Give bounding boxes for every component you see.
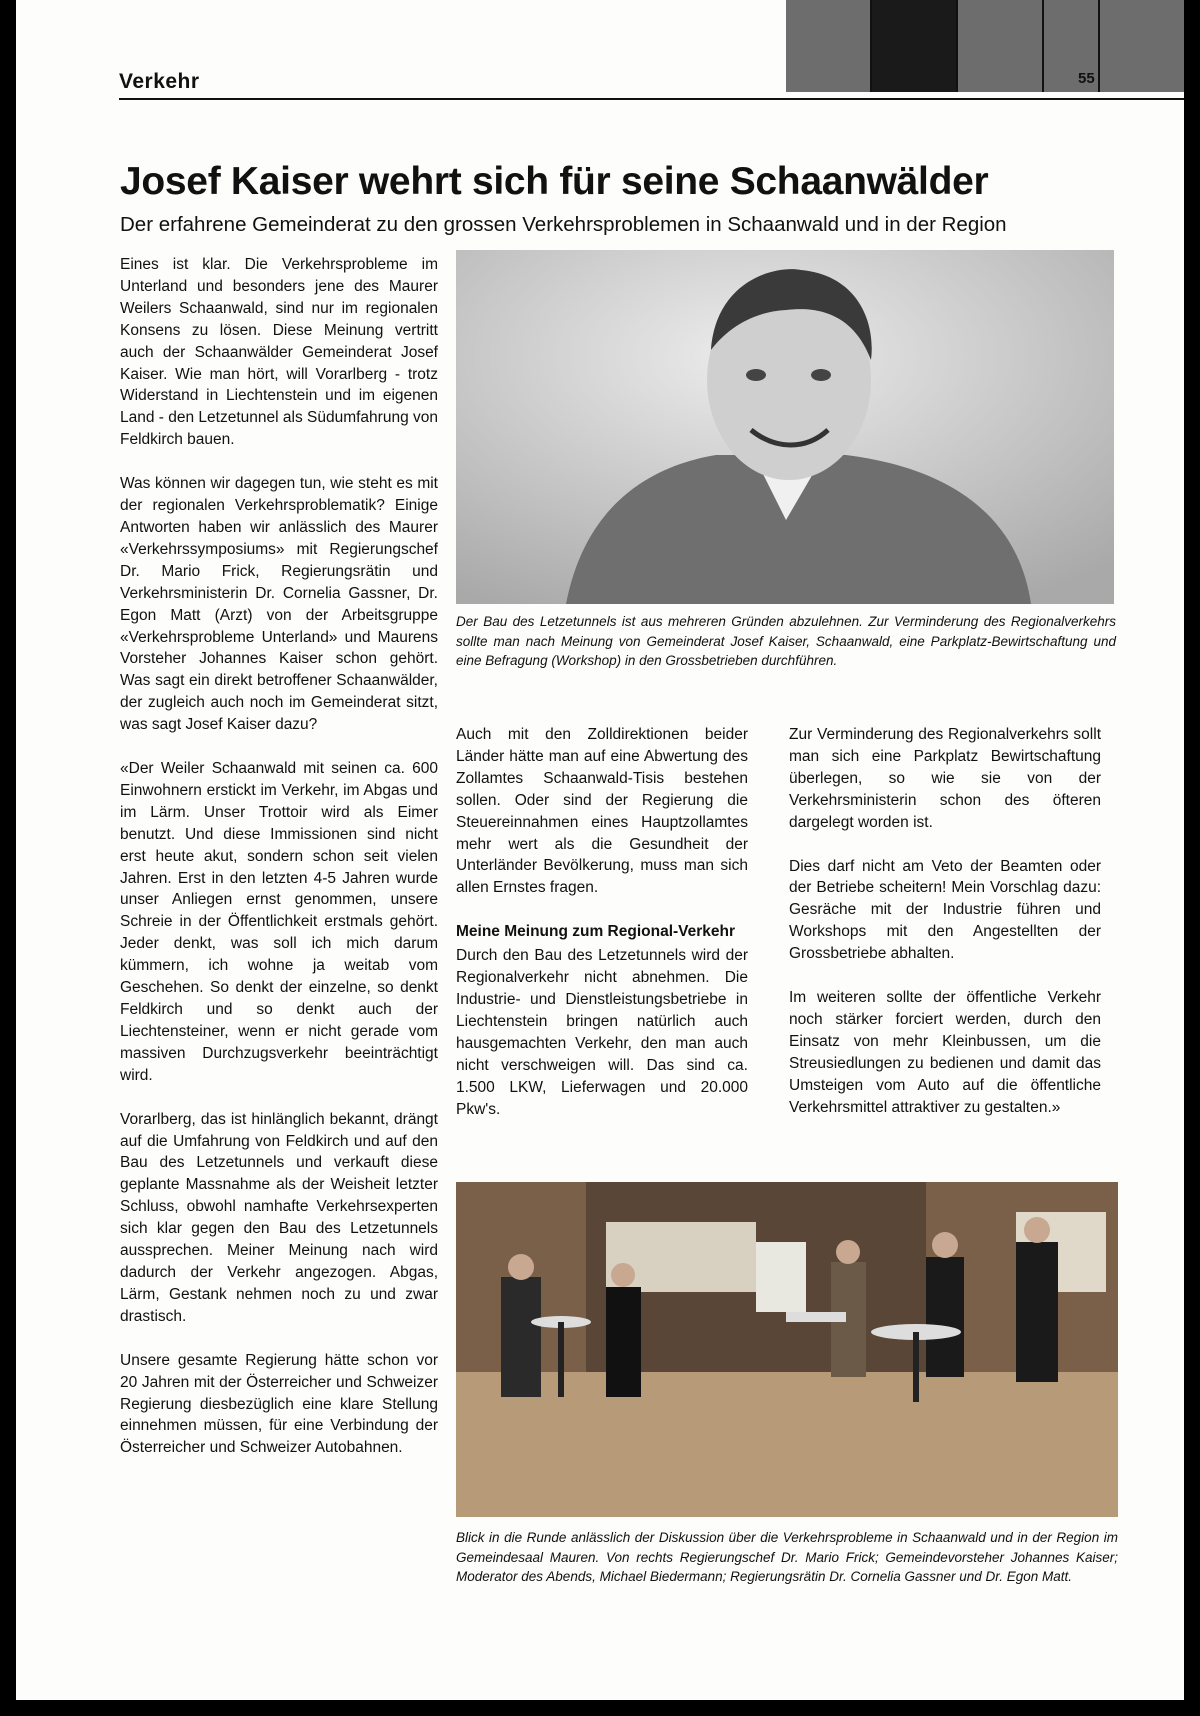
portrait-photo [456,250,1114,604]
header-rule [119,98,1184,100]
paragraph: Dies darf nicht am Veto der Beamten oder der Betriebe scheitern! Mein Vorschlag dazu: Gesräche mit der Industrie führen und Workshops mit den Angestellten der Grossbetriebe abhalten. [789,857,1101,963]
paragraph: Was können wir dagegen tun, wie steht es mit der regionalen Verkehrsproblematik? Einige Antworten haben wir anlässlich des Maurer «Verkehrssymposiums» mit Regierungschef Dr. Mario Frick, Regierungsrätin und Verkehrsministerin Dr. Cornelia Gassner, Dr. Egon Matt (Arzt) von der Arbeitsgruppe «Verkehrsprobleme Unterland» und Maurens Vorsteher Johannes Kaiser schon gehört. Was sagt ein direkt betroffener Schaanwälder, der zugleich auch noch im Gemeinderat sitzt, was sagt Josef Kaiser dazu? [120,475,438,734]
header-blocks [786,0,1184,92]
group-photo [456,1182,1118,1517]
paragraph: Unsere gesamte Regierung hätte schon vor 20 Jahren mit der Österreicher und Schweizer Regierung diesbezüglich eine klare Stellung einnehmen müssen, für eine Verbindung der Österreicher und Schweizer Autobahnen. [120,1351,438,1457]
paragraph: Eines ist klar. Die Verkehrsprobleme im Unterland und besonders jene des Maurer Weilers Schaanwald, sind nur im regionalen Konsens zu lösen. Diese Meinung vertritt auch der Schaanwälder Gemeinderat Josef Kaiser. Wie man hört, will Vorarlberg - trotz Widerstand in Liechtenstein und im eigenen Land - den Letzetunnel als Südumfahrung von Feldkirch bauen. [120,256,438,449]
header-block [1100,0,1184,92]
page-number: 55 [1078,70,1095,87]
paragraph: Vorarlberg, das ist hinlänglich bekannt, drängt auf die Umfahrung von Feldkirch und auf den Bau des Letzetunnels und verkauft diese geplante Massnahme als der Weisheit letzter Schluss, obwohl namhafte Verkehrsexperten sich klar gegen den Bau des Letzetunnels aussprechen. Meiner Meinung nach wird dadurch der Verkehr angezogen. Abgas, Lärm, Gestank nehmen noch zu und zwar drastisch. [120,1110,438,1325]
paragraph: Durch den Bau des Letzetunnels wird der Regionalverkehr nicht abnehmen. Die Industrie- und Dienstleistungsbetriebe in Liechtenstein bringen natürlich auch hausgemachten Verkehr, den man auch nicht verschweigen will. Das sind ca. 1.500 LKW, Lieferwagen und 20.000 Pkw's. [456,947,748,1118]
column-3 [789,724,1101,1141]
article-title: Josef Kaiser wehrt sich für seine Schaanwälder [120,160,989,203]
column-2 [456,724,748,1142]
section-label: Verkehr [119,70,200,93]
paragraph: Im weiteren sollte der öffentliche Verkehr noch stärker forciert werden, durch den Einsatz von mehr Kleinbussen, um die Streusiedlungen zu bedienen und damit das Umsteigen vom Auto auf die öffentliche Verkehrsmittel attraktiver zu gestalten.» [789,989,1101,1116]
header-block [786,0,872,92]
header-block [958,0,1044,92]
section-heading: Meine Meinung zum Regional-Verkehr [456,923,736,941]
paragraph: «Der Weiler Schaanwald mit seinen ca. 600 Einwohnern erstickt im Verkehr, im Abgas und im Lärm. Unser Trottoir wird als Eimer benutzt. Und diese Immissionen sind nicht erst heute akut, sondern schon seit vielen Jahren. Erst in den letzten 4-5 Jahren wurde unser Anliegen ernst genommen, unsere Schreie in der Öffentlichkeit erstmals gehört. Jeder denkt, was soll ich mich darum kümmern, ich wohne ja weitab vom Geschehen. So denkt der einzelne, so denkt Feldkirch und so denkt auch der Liechtensteiner, wenn er nicht gerade vom massiven Durchzugsverkehr beeinträchtigt wird. [120,760,438,1084]
paragraph: Auch mit den Zolldirektionen beider Länder hätte man auf eine Abwertung des Zollamtes Schaanwald-Tisis bestehen sollen. Oder sind der Regierung die Steuereinnahmen eines Hauptzollamtes mehr wert als die Gesundheit der Unterländer Bevölkerung, muss man sich allen Ernstes fragen. [456,726,748,897]
paragraph: Zur Verminderung des Regionalverkehrs sollt man sich eine Parkplatz Bewirtschaftung überlegen, so wie sie von der Verkehrsministerin schon des öfteren dargelegt worden ist. [789,726,1101,831]
photo-caption: Blick in die Runde anlässlich der Diskussion über die Verkehrsprobleme in Schaanwald und in der Region im Gemeindesaal Mauren. Von rechts Regierungschef Dr. Mario Frick; Gemeindevorsteher Johannes Kaiser; Moderator des Abends, Michael Biedermann; Regierungsrätin Dr. Cornelia Gassner und Dr. Egon Matt. [456,1530,1118,1584]
column-1 [120,254,438,1481]
photo-caption: Der Bau des Letzetunnels ist aus mehreren Gründen abzulehnen. Zur Verminderung des Regionalverkehrs sollte man nach Meinung von Gemeinderat Josef Kaiser, Schaanwald, eine Parkplatz-Bewirtschaftung und eine Befragung (Workshop) in den Grossbetrieben durchführen. [456,614,1116,668]
magazine-page [16,0,1184,1700]
header-block-emblem [872,0,958,92]
article-subtitle: Der erfahrene Gemeinderat zu den grossen Verkehrsproblemen in Schaanwald und in der Region [120,213,1007,236]
